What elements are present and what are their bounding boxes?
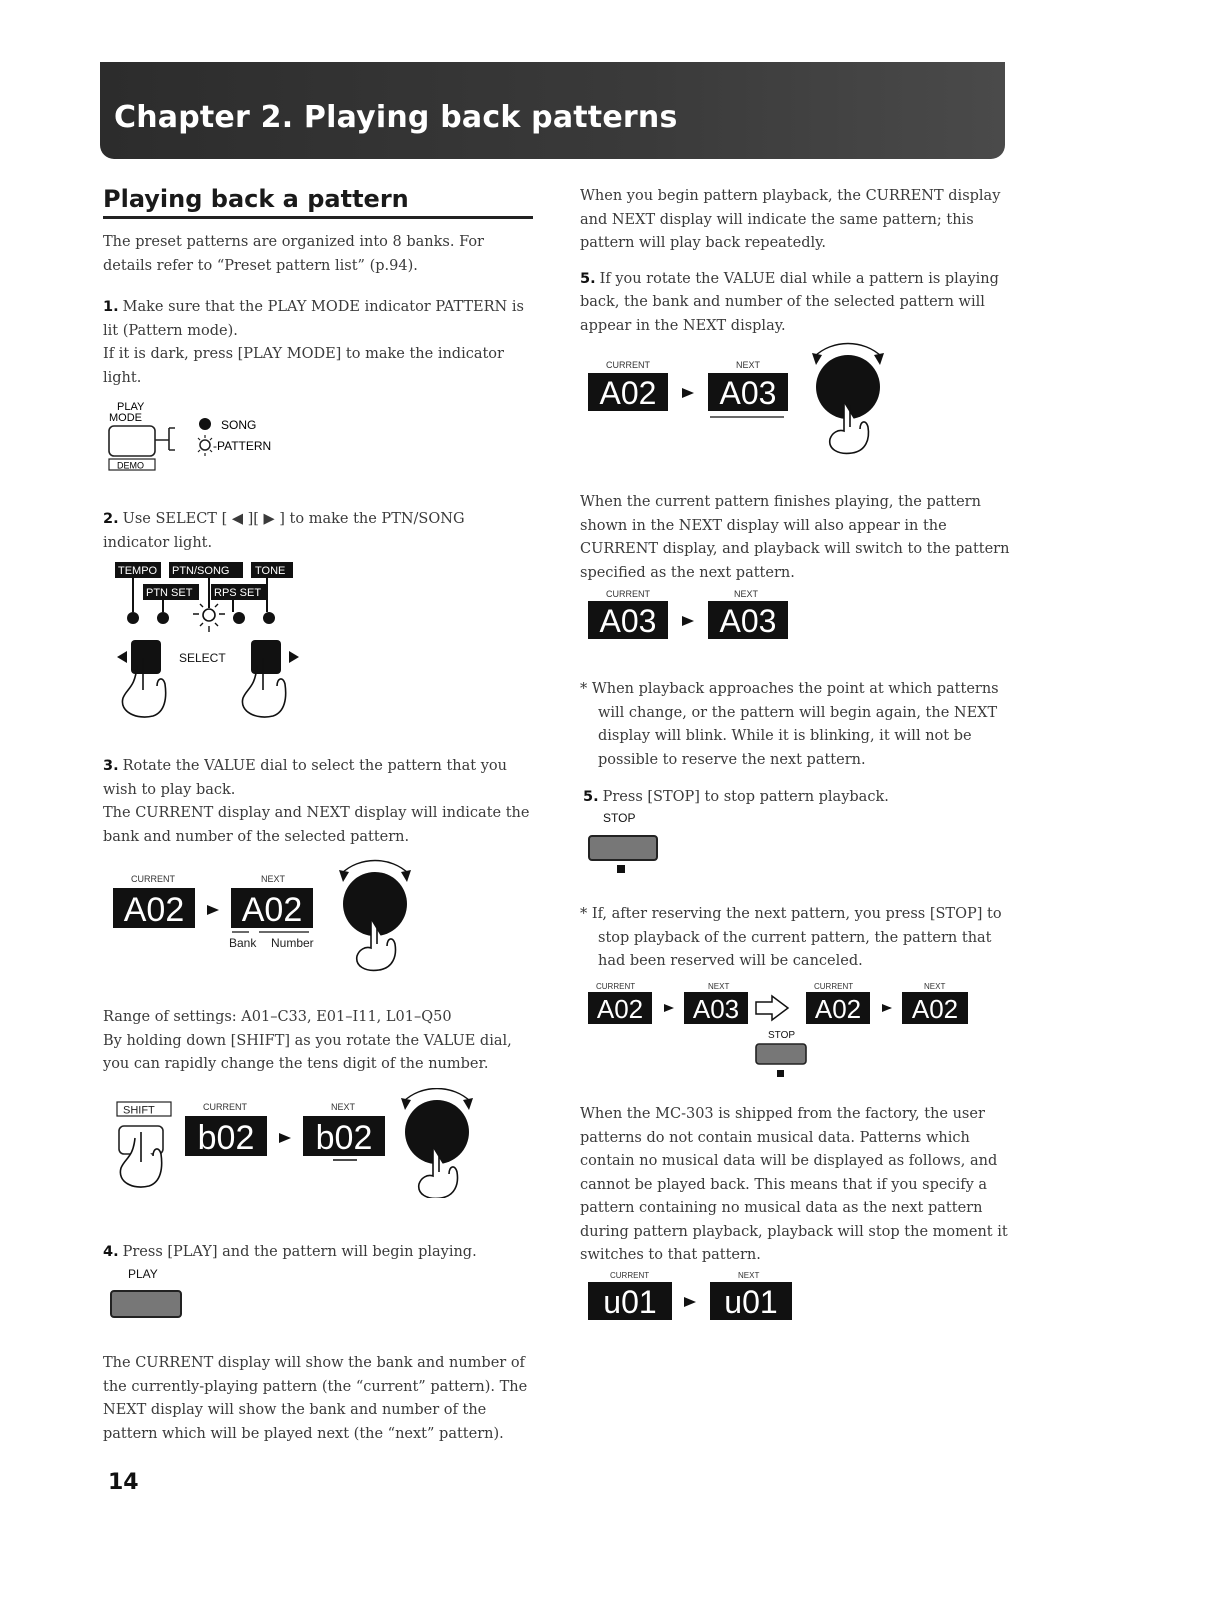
switch-paragraph: When the current pattern finishes playing, the pattern shown in the NEXT display will also appear in the CURRENT display, and playback will switch to the pattern specified as the next pattern. bbox=[580, 494, 1010, 581]
cancel-note: * If, after reserving the next pattern, you press [STOP] to stop playback of the current pattern, the pattern that had been reserved will be canceled. bbox=[580, 906, 1002, 969]
current-display bbox=[588, 373, 668, 411]
step-5-value-text: If you rotate the VALUE dial while a pattern is playing back, the bank and number of the selected pattern will appear in the NEXT display. bbox=[580, 270, 999, 334]
step-2-block bbox=[103, 508, 533, 555]
ptn-set-label: PTN SET bbox=[146, 587, 193, 599]
step-5-stop-block bbox=[583, 786, 1013, 825]
display-2-value: A03 bbox=[692, 994, 740, 1024]
shift-label: SHIFT bbox=[123, 1104, 155, 1117]
select-figure bbox=[113, 560, 313, 725]
display-1 bbox=[588, 992, 652, 1024]
current-explanation: The CURRENT display will show the bank and number of the currently-playing pattern (the “current” pattern). The NEXT display will show the bank and number of the pattern which will be played next (the “next” pattern). bbox=[103, 1355, 528, 1442]
rps-set-label: RPS SET bbox=[214, 587, 262, 599]
rps-set-led bbox=[233, 612, 245, 624]
song-led bbox=[199, 418, 211, 430]
next-label: NEXT bbox=[734, 589, 759, 599]
next-value: A03 bbox=[719, 375, 777, 411]
then-arrow-icon bbox=[756, 996, 788, 1020]
step-4-block bbox=[103, 1241, 533, 1281]
section-title: Playing back a pattern bbox=[103, 185, 533, 219]
page-number: 14 bbox=[108, 1470, 139, 1495]
step-4-text: Press [PLAY] and the pattern will begin playing. bbox=[122, 1244, 477, 1260]
next-label-2: NEXT bbox=[924, 982, 946, 991]
intro-paragraph: The preset patterns are organized into 8 banks. For details refer to “Preset pattern list” (p.94). bbox=[103, 234, 484, 274]
tone-led bbox=[263, 612, 275, 624]
stop-button[interactable] bbox=[588, 835, 658, 861]
next-value: A03 bbox=[719, 603, 777, 639]
switch-block bbox=[580, 491, 1010, 585]
stop-icon bbox=[777, 1070, 784, 1077]
next-value: u01 bbox=[724, 1284, 778, 1320]
shift-figure bbox=[113, 1088, 493, 1198]
display-3 bbox=[806, 992, 870, 1024]
step-1-note: If it is dark, press [PLAY MODE] to make the indicator light. bbox=[103, 346, 504, 386]
current-label: CURRENT bbox=[610, 1271, 650, 1280]
play-button[interactable] bbox=[110, 1290, 182, 1318]
cancel-figure bbox=[588, 980, 978, 1080]
current-label: CURRENT bbox=[131, 874, 175, 884]
ptn-set-led bbox=[157, 612, 169, 624]
next-display bbox=[708, 373, 788, 411]
current-label: CURRENT bbox=[606, 589, 650, 599]
play-mode-figure bbox=[105, 400, 305, 478]
display-3-value: A02 bbox=[814, 994, 862, 1024]
step-3 bbox=[103, 755, 533, 802]
current-label: CURRENT bbox=[203, 1102, 247, 1112]
play-label: PLAY bbox=[117, 401, 145, 413]
current-value: u01 bbox=[603, 1284, 657, 1320]
tone-label: TONE bbox=[255, 565, 286, 577]
right-column bbox=[580, 185, 1010, 338]
current-display bbox=[113, 888, 195, 929]
next-display bbox=[231, 888, 313, 929]
demo-label: DEMO bbox=[117, 460, 144, 471]
current-value: b02 bbox=[197, 1119, 255, 1157]
stop-label: STOP bbox=[768, 1030, 796, 1041]
play-label: PLAY bbox=[128, 1266, 158, 1281]
next-value: A02 bbox=[241, 891, 303, 929]
next-value: b02 bbox=[315, 1119, 373, 1157]
empty-pattern-figure bbox=[588, 1266, 808, 1326]
display-1-value: A02 bbox=[596, 994, 644, 1024]
current-explanation-block bbox=[103, 1352, 533, 1446]
next-pattern-figure bbox=[588, 335, 898, 460]
blink-note: * When playback approaches the point at which patterns will change, or the pattern will begin again, the NEXT display will blink. While it is blinking, it will not be possible to reserve the next pattern. bbox=[580, 681, 999, 768]
mode-label: MODE bbox=[109, 412, 142, 424]
playback-paragraph: When you begin pattern playback, the CURRENT display and NEXT display will indicate the same pattern; this pattern will play back repeatedly. bbox=[580, 188, 1001, 251]
current-value: A03 bbox=[599, 603, 657, 639]
pattern-led bbox=[200, 440, 210, 450]
current-value: A02 bbox=[599, 375, 657, 411]
display-4-value: A02 bbox=[911, 994, 959, 1024]
range-text: Range of settings: A01–C33, E01–I11, L01–Q50 bbox=[103, 1009, 452, 1025]
next-label: NEXT bbox=[736, 360, 761, 370]
current-label: CURRENT bbox=[606, 360, 650, 370]
switched-pattern-figure bbox=[588, 585, 808, 655]
step-3-block bbox=[103, 755, 533, 849]
current-label: CURRENT bbox=[596, 982, 636, 991]
chapter-banner bbox=[100, 62, 1005, 159]
next-display bbox=[710, 1282, 792, 1320]
range-block bbox=[103, 1006, 533, 1077]
select-label: SELECT bbox=[179, 651, 226, 665]
factory-paragraph: When the MC-303 is shipped from the factory, the user patterns do not contain musical data. Patterns which contain no musical data will be displayed as follows, and cannot be played back. This means that if you specify a pattern containing no musical data as the next pattern during pattern playback, playback will stop the moment it switches to that pattern. bbox=[580, 1106, 1008, 1263]
step-number: 3. bbox=[103, 758, 119, 774]
play-mode-button[interactable] bbox=[109, 426, 155, 456]
number-label: Number bbox=[271, 936, 314, 950]
value-dial[interactable] bbox=[816, 355, 880, 419]
current-label-2: CURRENT bbox=[814, 982, 854, 991]
step-5-stop bbox=[583, 786, 1013, 810]
display-2 bbox=[684, 992, 748, 1024]
stop-label: STOP bbox=[603, 810, 636, 825]
step-number: 5. bbox=[580, 270, 596, 287]
step-1-text: Make sure that the PLAY MODE indicator PATTERN is lit (Pattern mode). bbox=[103, 299, 524, 339]
note-2-block bbox=[580, 903, 1010, 974]
step-2 bbox=[103, 508, 533, 555]
current-display bbox=[185, 1116, 267, 1157]
step-2-text: Use SELECT [ ◀ ][ ▶ ] to make the PTN/SONG indicator light. bbox=[103, 511, 465, 551]
step-5-value bbox=[580, 268, 1010, 339]
tempo-label: TEMPO bbox=[118, 565, 158, 577]
next-label: NEXT bbox=[738, 1271, 760, 1280]
step-number: 5. bbox=[583, 789, 599, 805]
next-label: NEXT bbox=[331, 1102, 356, 1112]
step-5-stop-text: Press [STOP] to stop pattern playback. bbox=[602, 789, 889, 805]
stop-button[interactable] bbox=[756, 1044, 806, 1064]
step-number: 2. bbox=[103, 511, 119, 527]
note-1-block bbox=[580, 678, 1010, 772]
step-number: 4. bbox=[103, 1244, 119, 1260]
next-display bbox=[708, 601, 788, 639]
bank-label: Bank bbox=[229, 936, 257, 950]
current-display bbox=[588, 1282, 672, 1320]
next-label: NEXT bbox=[261, 874, 286, 884]
shift-text: By holding down [SHIFT] as you rotate the VALUE dial, you can rapidly change the tens digit of the number. bbox=[103, 1032, 512, 1072]
tempo-led bbox=[127, 612, 139, 624]
value-dial[interactable] bbox=[405, 1100, 469, 1164]
factory-block bbox=[580, 1103, 1010, 1268]
next-display bbox=[303, 1116, 385, 1157]
pattern-label: -PATTERN bbox=[213, 439, 272, 453]
current-display bbox=[588, 601, 668, 639]
step-3-text: Rotate the VALUE dial to select the pattern that you wish to play back. bbox=[103, 758, 507, 798]
chapter-title: Chapter 2. Playing back patterns bbox=[114, 100, 678, 135]
stop-icon bbox=[617, 865, 625, 873]
song-label: SONG bbox=[221, 418, 257, 432]
left-column bbox=[103, 185, 533, 390]
select-pattern-figure bbox=[113, 850, 423, 975]
select-right-button[interactable] bbox=[251, 640, 281, 674]
step-4 bbox=[103, 1241, 533, 1265]
ptn-song-label: PTN/SONG bbox=[172, 565, 230, 577]
step-number: 1. bbox=[103, 299, 119, 315]
value-dial[interactable] bbox=[343, 872, 407, 936]
step-3-note: The CURRENT display and NEXT display will indicate the bank and number of the selected pattern. bbox=[103, 805, 530, 845]
select-left-button[interactable] bbox=[131, 640, 161, 674]
next-label: NEXT bbox=[708, 982, 730, 991]
ptn-song-led bbox=[203, 609, 215, 621]
step-1 bbox=[103, 296, 533, 343]
current-value: A02 bbox=[123, 891, 185, 929]
display-4 bbox=[902, 992, 968, 1024]
